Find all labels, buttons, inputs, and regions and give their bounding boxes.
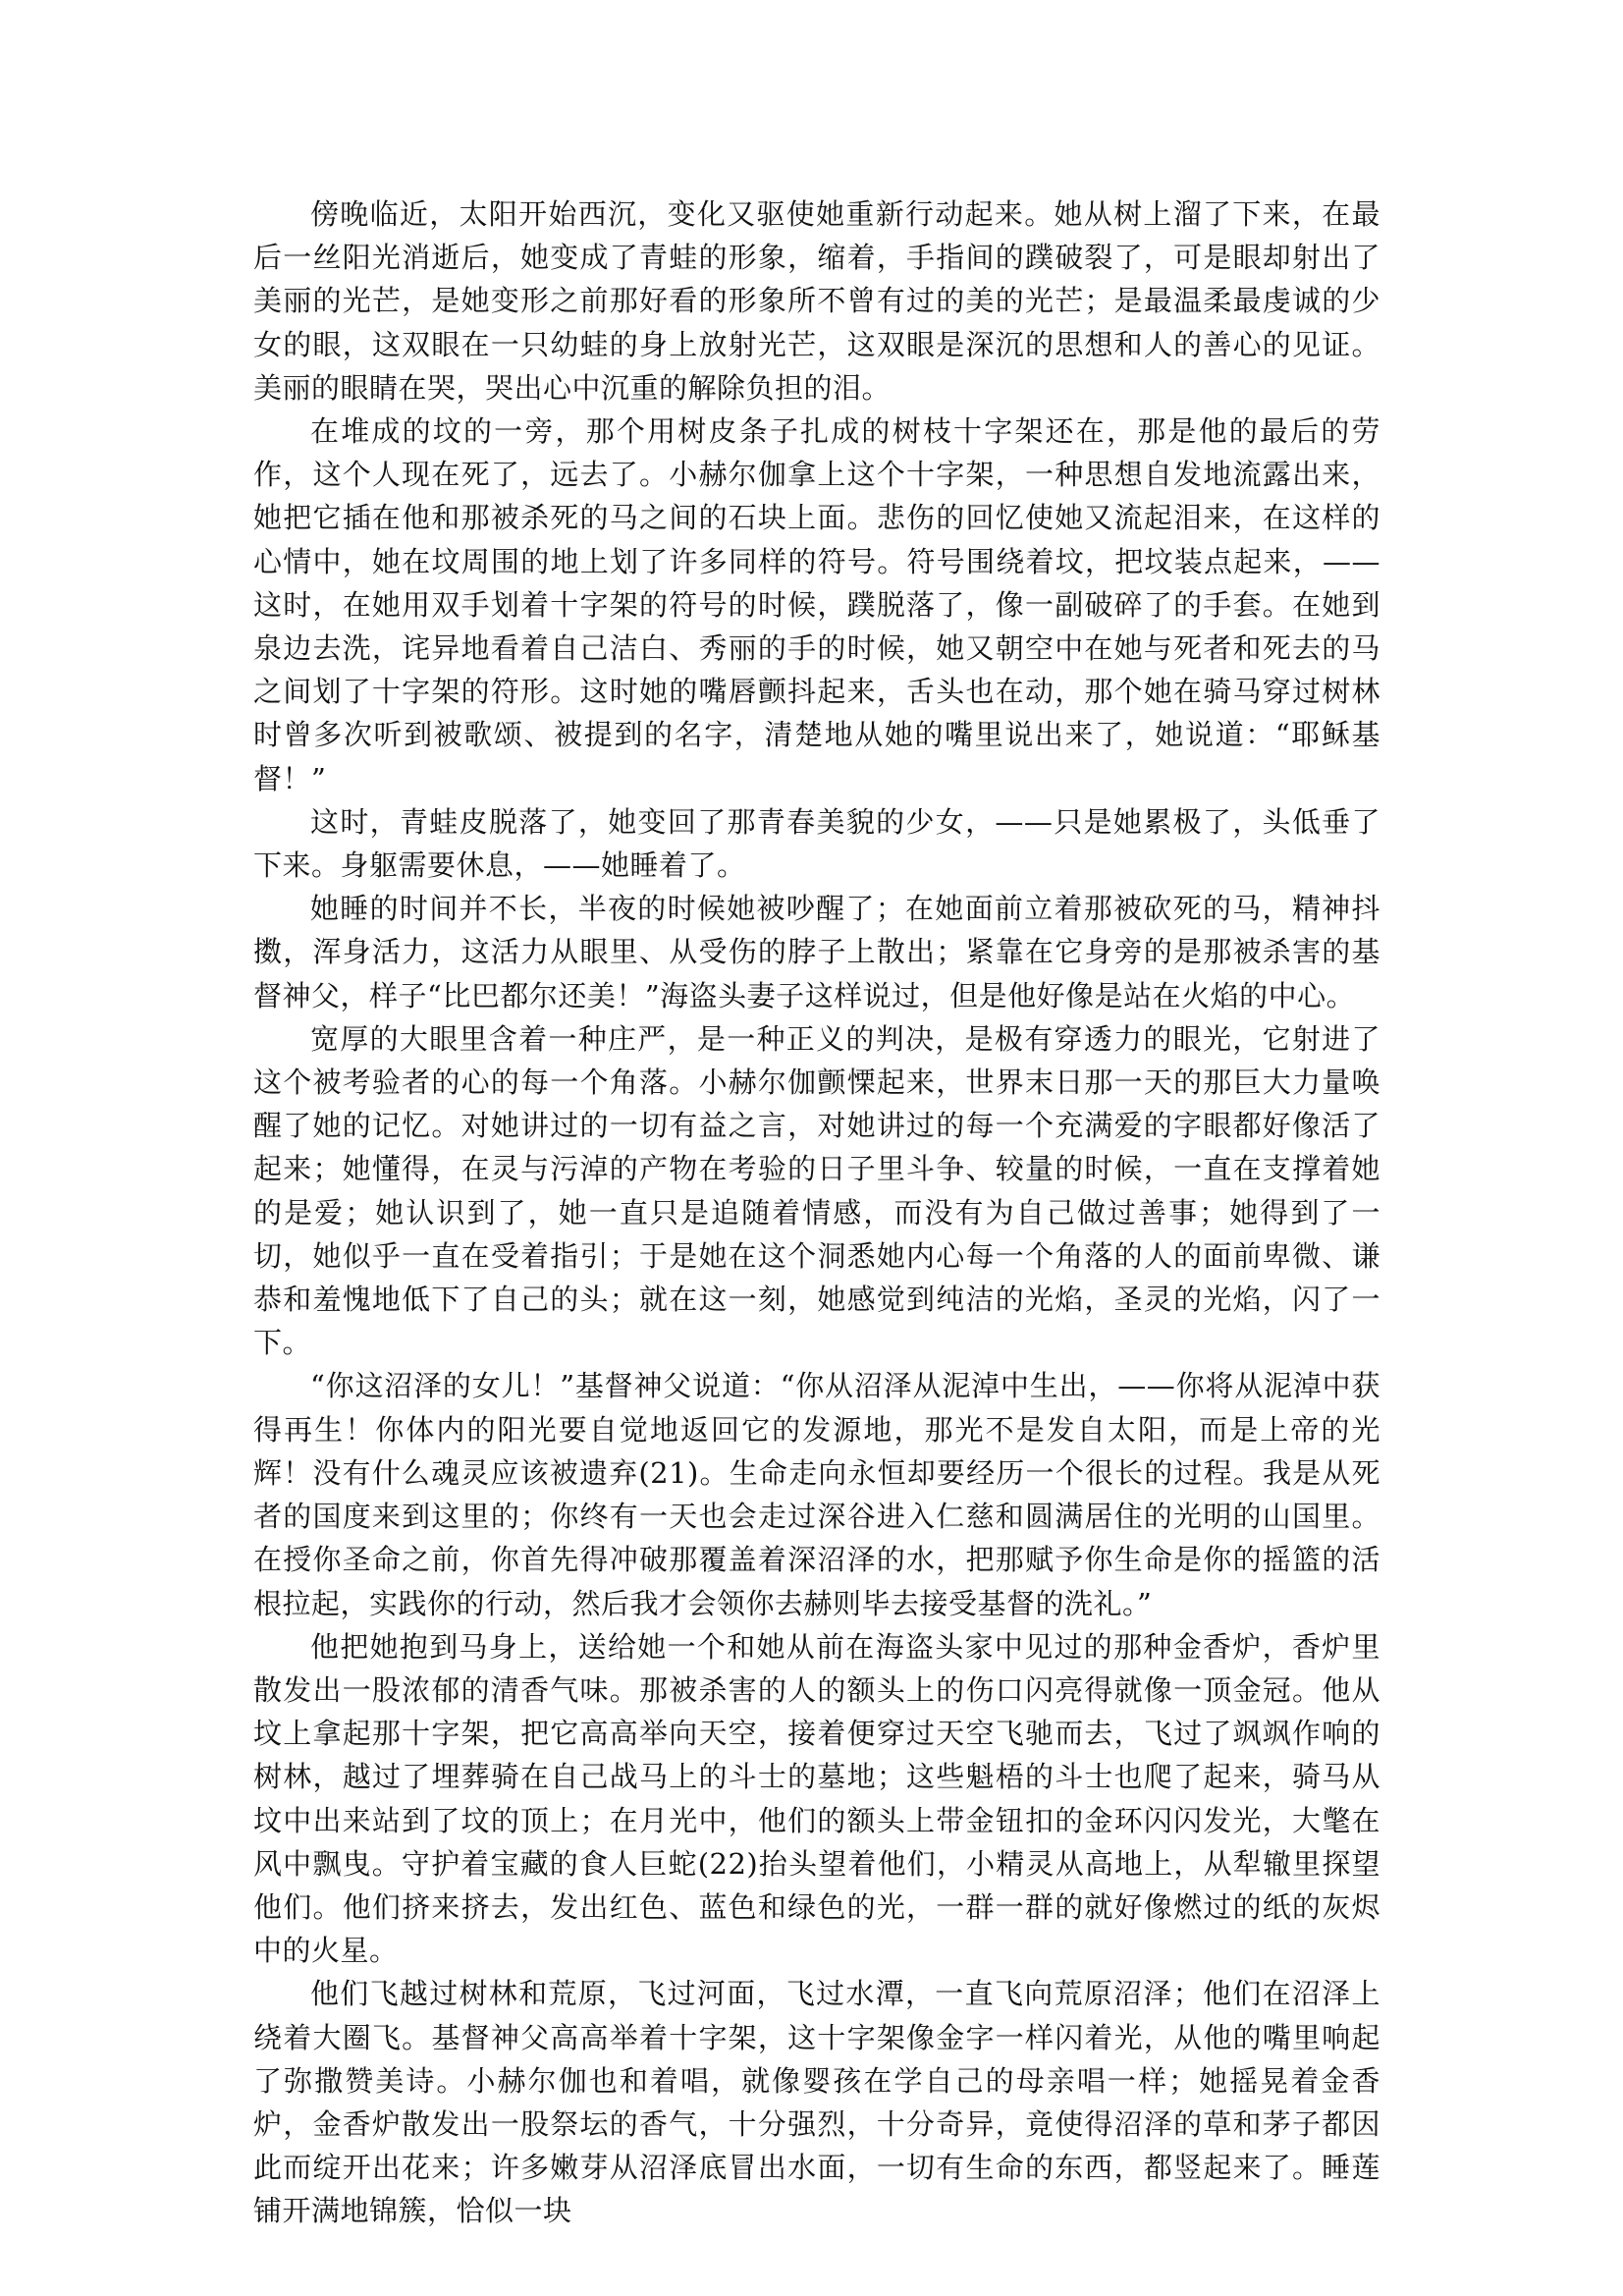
document-page <box>253 192 1380 2233</box>
paragraph-7: 他把她抱到马身上，送给她一个和她从前在海盗头家中见过的那种金香炉，香炉里散发出一股浓郁的清香气味。那被杀害的人的额头上的伤口闪亮得就像一顶金冠。他从坟上拿起那十字架，把它高高举向天空，接着便穿过天空飞驰而去，飞过了飒飒作响的树林，越过了埋葬骑在自己战马上的斗士的墓地；这些魁梧的斗士也爬了起来，骑马从坟中出来站到了坟的顶上；在月光中，他们的额头上带金钮扣的金环闪闪发光，大氅在风中飘曳。守护着宝藏的食人巨蛇(22)抬头望着他们，小精灵从高地上，从犁辙里探望他们。他们挤来挤去，发出红色、蓝色和绿色的光，一群一群的就好像燃过的纸的灰烬中的火星。 <box>253 1629 1380 1968</box>
paragraph-6: “你这沼泽的女儿！”基督神父说道：“你从沼泽从泥淖中生出，——你将从泥淖中获得再生！你体内的阳光要自觉地返回它的发源地，那光不是发自太阳，而是上帝的光辉！没有什么魂灵应该被遗弃(21)。生命走向永恒却要经历一个很长的过程。我是从死者的国度来到这里的；你终有一天也会走过深谷进入仁慈和圆满居住的光明的山国里。在授你圣命之前，你首先得冲破那覆盖着深沼泽的水，把那赋予你生命是你的摇篮的活根拉起，实践你的行动，然后我才会领你去赫则毕去接受基督的洗礼。” <box>253 1369 1380 1620</box>
paragraph-1: 傍晚临近，太阳开始西沉，变化又驱使她重新行动起来。她从树上溜了下来，在最后一丝阳光消逝后，她变成了青蛙的形象，缩着，手指间的蹼破裂了，可是眼却射出了美丽的光芒，是她变形之前那好看的形象所不曾有过的美的光芒；是最温柔最虔诚的少女的眼，这双眼在一只幼蛙的身上放射光芒，这双眼是深沉的思想和人的善心的见证。美丽的眼睛在哭，哭出心中沉重的解除负担的泪。 <box>253 197 1380 405</box>
paragraph-4: 她睡的时间并不长，半夜的时候她被吵醒了；在她面前立着那被砍死的马，精神抖擞，浑身活力，这活力从眼里、从受伤的脖子上散出；紧靠在它身旁的是那被杀害的基督神父，样子“比巴都尔还美！”海盗头妻子这样说过，但是他好像是站在火焰的中心。 <box>253 892 1380 1012</box>
paragraph-5: 宽厚的大眼里含着一种庄严，是一种正义的判决，是极有穿透力的眼光，它射进了这个被考验者的心的每一个角落。小赫尔伽颤慄起来，世界末日那一天的那巨大力量唤醒了她的记忆。对她讲过的一切有益之言，对她讲过的每一个充满爱的字眼都好像活了起来；她懂得，在灵与污淖的产物在考验的日子里斗争、较量的时候，一直在支撑着她的是爱；她认识到了，她一直只是追随着情感，而没有为自己做过善事；她得到了一切，她似乎一直在受着指引；于是她在这个洞悉她内心每一个角落的人的面前卑微、谦恭和羞愧地低下了自己的头；就在这一刻，她感觉到纯洁的光焰，圣灵的光焰，闪了一下。 <box>253 1021 1380 1360</box>
paragraph-2: 在堆成的坟的一旁，那个用树皮条子扎成的树枝十字架还在，那是他的最后的劳作，这个人现在死了，远去了。小赫尔伽拿上这个十字架，一种思想自发地流露出来，她把它插在他和那被杀死的马之间的石块上面。悲伤的回忆使她又流起泪来，在这样的心情中，她在坟周围的地上划了许多同样的符号。符号围绕着坟，把坟装点起来，——这时，在她用双手划着十字架的符号的时候，蹼脱落了，像一副破碎了的手套。在她到泉边去洗，诧异地看着自己洁白、秀丽的手的时候，她又朝空中在她与死者和死去的马之间划了十字架的符形。这时她的嘴唇颤抖起来，舌头也在动，那个她在骑马穿过树林时曾多次听到被歌颂、被提到的名字，清楚地从她的嘴里说出来了，她说道：“耶稣基督！” <box>253 414 1380 795</box>
paragraph-8: 他们飞越过树林和荒原，飞过河面，飞过水潭，一直飞向荒原沼泽；他们在沼泽上绕着大圈飞。基督神父高高举着十字架，这十字架像金字一样闪着光，从他的嘴里响起了弥撒赞美诗。小赫尔伽也和着唱，就像婴孩在学自己的母亲唱一样；她摇晃着金香炉，金香炉散发出一股祭坛的香气，十分强烈，十分奇异，竟使得沼泽的草和茅子都因此而绽开出花来；许多嫩芽从沼泽底冒出水面，一切有生命的东西，都竖起来了。睡莲铺开满地锦簇，恰似一块 <box>253 1977 1380 2228</box>
paragraph-3: 这时，青蛙皮脱落了，她变回了那青春美貌的少女，——只是她累极了，头低垂了下来。身躯需要休息，——她睡着了。 <box>253 804 1380 883</box>
